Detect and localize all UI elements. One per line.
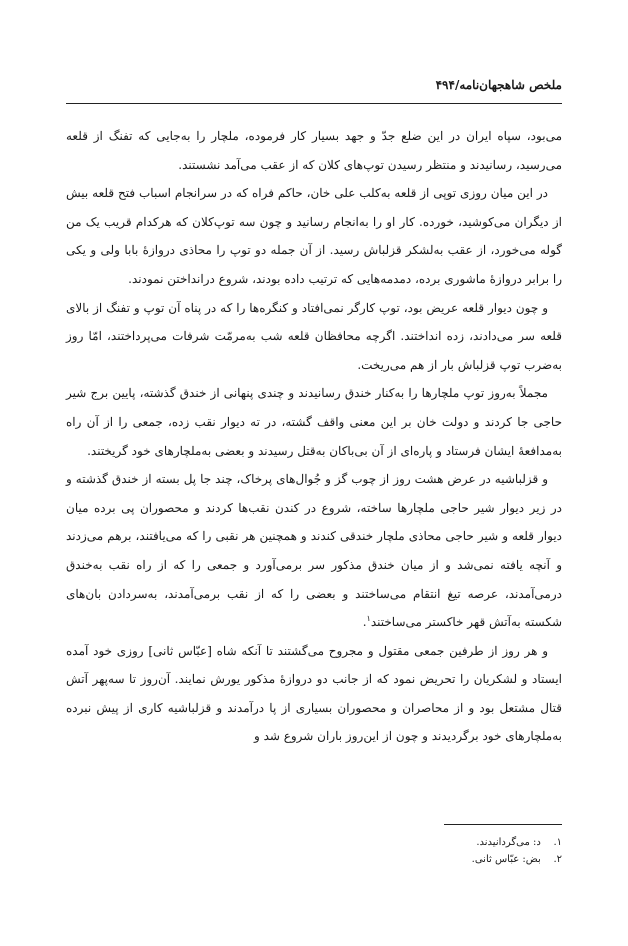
paragraph-text: و قزلباشیه در عرض هشت روز از چوب گز و جُوال‌های پرخاک، چند جا پل بسته از خندق گذشته و در زیر دیوار شیر حاجی ملچارها ساخته، شروع در کندن نقب‌ها کردند و محصوران پی برده میان دیوار قلعه و شیر حاجی محاذی ملچار خندقی کندند و همچنین هر نقبی را که می‌یافتند، برهم می‌زدند و آنچه یافته نمی‌شد و از میان خندق مذکور سر برمی‌آورد و جمعی را که از راه نقب به‌خندق درمی‌آمدند، عرصه تیغ انتقام می‌ساختند و بعضی را که از نقب برمی‌آمدند، به‌سردادن بان‌های شکسته به‌آتش قهر خاکستر می‌ساختند [66,472,562,630]
paragraph: در این میان روزی توپی از قلعه به‌کلب علی خان، حاکم فراه که در سرانجام اسباب فتح قلعه بیش از دیگران می‌کوشید، خورده. کار او را به‌انجام رسانید و چون سه توپ‌کلان که هرکدام قریب یک من گوله می‌خورد، از عقب به‌لشکر قزلباش رسید. از آن جمله دو توپ را محاذی دروازۀ بابا ولی و یکی را برابر دروازۀ ماشوری برده، دمدمه‌هایی که ترتیب داده بودند، شروع درانداختن نمودند. [66,186,562,286]
paragraph: و قزلباشیه در عرض هشت روز از چوب گز و جُوال‌های پرخاک، چند جا پل بسته از خندق گذشته و در زیر دیوار شیر حاجی ملچارها ساخته، شروع در کندن نقب‌ها کردند و محصوران پی برده میان دیوار قلعه و شیر حاجی محاذی ملچار خندقی کندند و همچنین هر نقبی را که می‌یافتند، برهم می‌زدند و آنچه یافته نمی‌شد و از میان خندق مذکور سر برمی‌آورد و جمعی را که از راه نقب به‌خندق درمی‌آمدند، عرصه تیغ انتقام می‌ساختند و بعضی را که از نقب برمی‌آمدند، به‌سردادن بان‌های شکسته به‌آتش قهر خاکستر می‌ساختند$^۱$. [66,472,562,630]
paragraph: مجملاً به‌روز توپ ملچارها را به‌کنار خندق رسانیدند و چندی پنهانی از خندق گذشته، پایین برج شیر حاجی جا کردند و دولت خان بر این معنی واقف گشته، در ته دیوار نقب زده، جمعی را از آن راه به‌مدافعۀ ایشان فرستاد و پاره‌ای از آن بی‌باکان به‌قتل رسیدند و بعضی به‌ملچارهای خود گریختند. [66,386,562,458]
footnote-rule [444,824,562,825]
footnote-number: ۱. [553,837,562,848]
footnote-number: ۲. [553,854,562,865]
header-rule [66,103,562,104]
footnote [66,851,562,868]
footnote-text: د: می‌گردانیدند. [476,837,541,848]
footnotes [66,834,562,868]
footnote-marker: ۱ [366,614,371,624]
running-header: ملخص شاهجهان‌نامه/۴۹۴ [435,78,562,92]
body-text [66,122,562,751]
footnote-text: بض: عبّاس ثانی. [471,854,541,865]
paragraph: و هر روز از طرفین جمعی مقتول و مجروح می‌گشتند تا آنکه شاه [عبّاس ثانی] روزی خود آمده ایستاد و لشکریان را تحریض نمود که از جانب دو دروازۀ مذکور یورش نمایند. آن‌روز تا سه‌پهر آتش قتال مشتعل بود و از محاصران و محصوران بسیاری از پا درآمدند و قزلباشیه کاری از پیش نبرده به‌ملچارهای خود برگردیدند و چون از این‌روز باران شروع شد و [66,643,562,744]
footnote [66,834,562,851]
paragraph: و چون دیوار قلعه عریض بود، توپ کارگر نمی‌افتاد و کنگره‌ها را که در پناه آن توپ و تفنگ از بالای قلعه سر می‌دادند، زده انداختند. اگرچه محافظان قلعه شب به‌مرمّت شرفات می‌پرداختند، امّا روز به‌ضرب توپ قزلباش بار از هم می‌ریخت. [66,300,562,372]
paragraph: می‌بود، سپاه ایران در این ضلع جدّ و جهد بسیار کار فرموده، ملچار را به‌جایی که تفنگ از قلعه می‌رسید، رسانیدند و منتظر رسیدن توپ‌های کلان که از عقب می‌آمد نشستند. [66,129,562,172]
